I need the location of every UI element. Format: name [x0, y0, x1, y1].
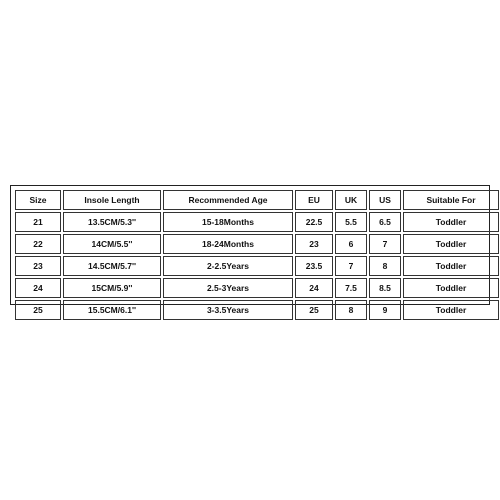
cell-uk: 6: [335, 234, 367, 254]
size-chart-table: [13, 188, 500, 322]
cell-uk: 8: [335, 300, 367, 320]
cell-size: 25: [15, 300, 61, 320]
table-row: [15, 278, 499, 298]
table-row: [15, 300, 499, 320]
cell-eu: 23.5: [295, 256, 333, 276]
header-eu: EU: [295, 190, 333, 210]
cell-uk: 7: [335, 256, 367, 276]
cell-suitable-for: Toddler: [403, 256, 499, 276]
header-size: Size: [15, 190, 61, 210]
cell-us: 6.5: [369, 212, 401, 232]
cell-insole-length: 13.5CM/5.3'': [63, 212, 161, 232]
cell-insole-length: 15.5CM/6.1'': [63, 300, 161, 320]
cell-size: 24: [15, 278, 61, 298]
cell-recommended-age: 3-3.5Years: [163, 300, 293, 320]
cell-eu: 22.5: [295, 212, 333, 232]
table-row: [15, 212, 499, 232]
cell-us: 8.5: [369, 278, 401, 298]
header-insole-length: Insole Length: [63, 190, 161, 210]
cell-size: 22: [15, 234, 61, 254]
cell-size: 21: [15, 212, 61, 232]
cell-recommended-age: 2.5-3Years: [163, 278, 293, 298]
header-recommended-age: Recommended Age: [163, 190, 293, 210]
header-uk: UK: [335, 190, 367, 210]
table-row: [15, 234, 499, 254]
size-chart: [10, 185, 490, 315]
cell-eu: 23: [295, 234, 333, 254]
cell-suitable-for: Toddler: [403, 300, 499, 320]
cell-suitable-for: Toddler: [403, 212, 499, 232]
cell-size: 23: [15, 256, 61, 276]
cell-insole-length: 14.5CM/5.7'': [63, 256, 161, 276]
cell-insole-length: 14CM/5.5'': [63, 234, 161, 254]
cell-eu: 25: [295, 300, 333, 320]
header-us: US: [369, 190, 401, 210]
cell-suitable-for: Toddler: [403, 234, 499, 254]
cell-suitable-for: Toddler: [403, 278, 499, 298]
cell-us: 8: [369, 256, 401, 276]
cell-insole-length: 15CM/5.9'': [63, 278, 161, 298]
cell-recommended-age: 15-18Months: [163, 212, 293, 232]
cell-recommended-age: 18-24Months: [163, 234, 293, 254]
header-row: [15, 190, 499, 210]
cell-recommended-age: 2-2.5Years: [163, 256, 293, 276]
cell-eu: 24: [295, 278, 333, 298]
cell-uk: 7.5: [335, 278, 367, 298]
cell-us: 9: [369, 300, 401, 320]
cell-uk: 5.5: [335, 212, 367, 232]
cell-us: 7: [369, 234, 401, 254]
header-suitable-for: Suitable For: [403, 190, 499, 210]
table-row: [15, 256, 499, 276]
